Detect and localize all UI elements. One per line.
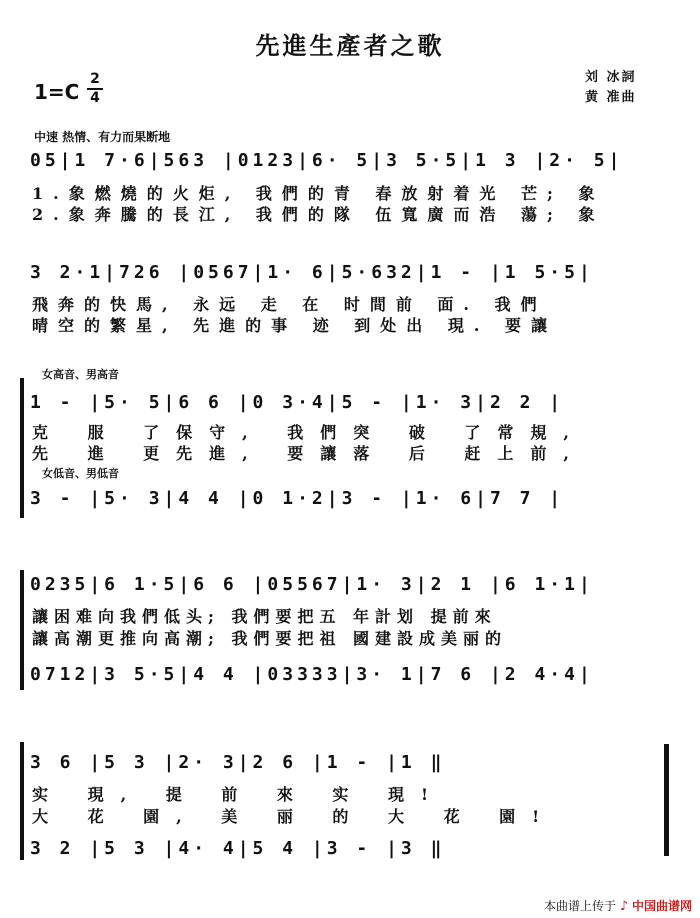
key-signature: 1=C	[34, 80, 80, 104]
system4-lyric-verse1: 讓困难向我們低头; 我們要把五 年計划 提前來	[32, 607, 497, 626]
system5-lower-notes: 3 2 |5 3 |4· 4|5 4 |3 - |3 ‖	[30, 838, 446, 859]
system1-notes: 05|1 7·6|563 |0123|6· 5|3 5·5|1 3 |2· 5|	[30, 150, 624, 171]
system2-lyric-verse2: 晴空的繁星, 先進的事 迹 到处出 現. 要讓	[32, 316, 557, 335]
system3-lyric-verse2: 先 進 更先進, 要讓落 后 赶上前,	[32, 444, 586, 463]
system4-lower-notes: 0712|3 5·5|4 4 |03333|3· 1|7 6 |2 4·4|	[30, 664, 594, 685]
site-logo-icon: ♪	[619, 899, 629, 914]
system5-upper-notes: 3 6 |5 3 |2· 3|2 6 |1 - |1 ‖	[30, 752, 446, 773]
system2-notes: 3 2·1|726 |0567|1· 6|5·632|1 - |1 5·5|	[30, 262, 594, 283]
tempo-marking: 中速 热情、有力而果断地	[34, 130, 171, 144]
footer-text: 本曲谱上传于	[544, 899, 617, 913]
system5-brace	[20, 742, 24, 860]
time-signature	[87, 72, 103, 106]
system1-lyric-verse2: 2.象奔騰的長江, 我們的隊 伍寬廣而浩 蕩; 象	[32, 205, 605, 224]
time-numerator: 2	[90, 71, 100, 87]
system4-lyric-verse2: 讓高潮更推向高潮; 我們要把祖 國建設成美丽的	[32, 629, 508, 648]
footer	[544, 897, 692, 914]
footer-logo: 中国曲谱网	[631, 899, 692, 913]
song-title: 先進生產者之歌	[255, 31, 445, 60]
composer-credit: 黄 准曲	[585, 90, 637, 105]
system3-lower-notes: 3 - |5· 3|4 4 |0 1·2|3 - |1· 6|7 7 |	[30, 488, 565, 509]
lyricist-credit: 刘 冰詞	[585, 70, 637, 85]
system4-upper-notes: 0235|6 1·5|6 6 |05567|1· 3|2 1 |6 1·1|	[30, 574, 594, 595]
system5-lyric-verse2: 大 花 園, 美 丽 的 大 花 園!	[32, 807, 557, 826]
time-denominator: 4	[90, 90, 100, 106]
system3-lyric-verse1: 克 服 了保守, 我們突 破 了常規,	[32, 423, 586, 442]
system5-lyric-verse1: 实 現, 提 前 來 实 現!	[32, 785, 446, 804]
voice-label-lower: 女低音、男低音	[42, 467, 119, 480]
system2-lyric-verse1: 飛奔的快馬, 永远 走 在 时間前 面. 我們	[32, 295, 547, 314]
system1-lyric-verse1: 1.象燃燒的火炬, 我們的青 春放射着光 芒; 象	[32, 184, 605, 203]
system3-brace	[20, 378, 24, 518]
system4-brace	[20, 570, 24, 690]
system3-upper-notes: 1 - |5· 5|6 6 |0 3·4|5 - |1· 3|2 2 |	[30, 392, 565, 413]
final-barline	[664, 744, 669, 856]
voice-label-upper: 女高音、男高音	[42, 368, 119, 381]
